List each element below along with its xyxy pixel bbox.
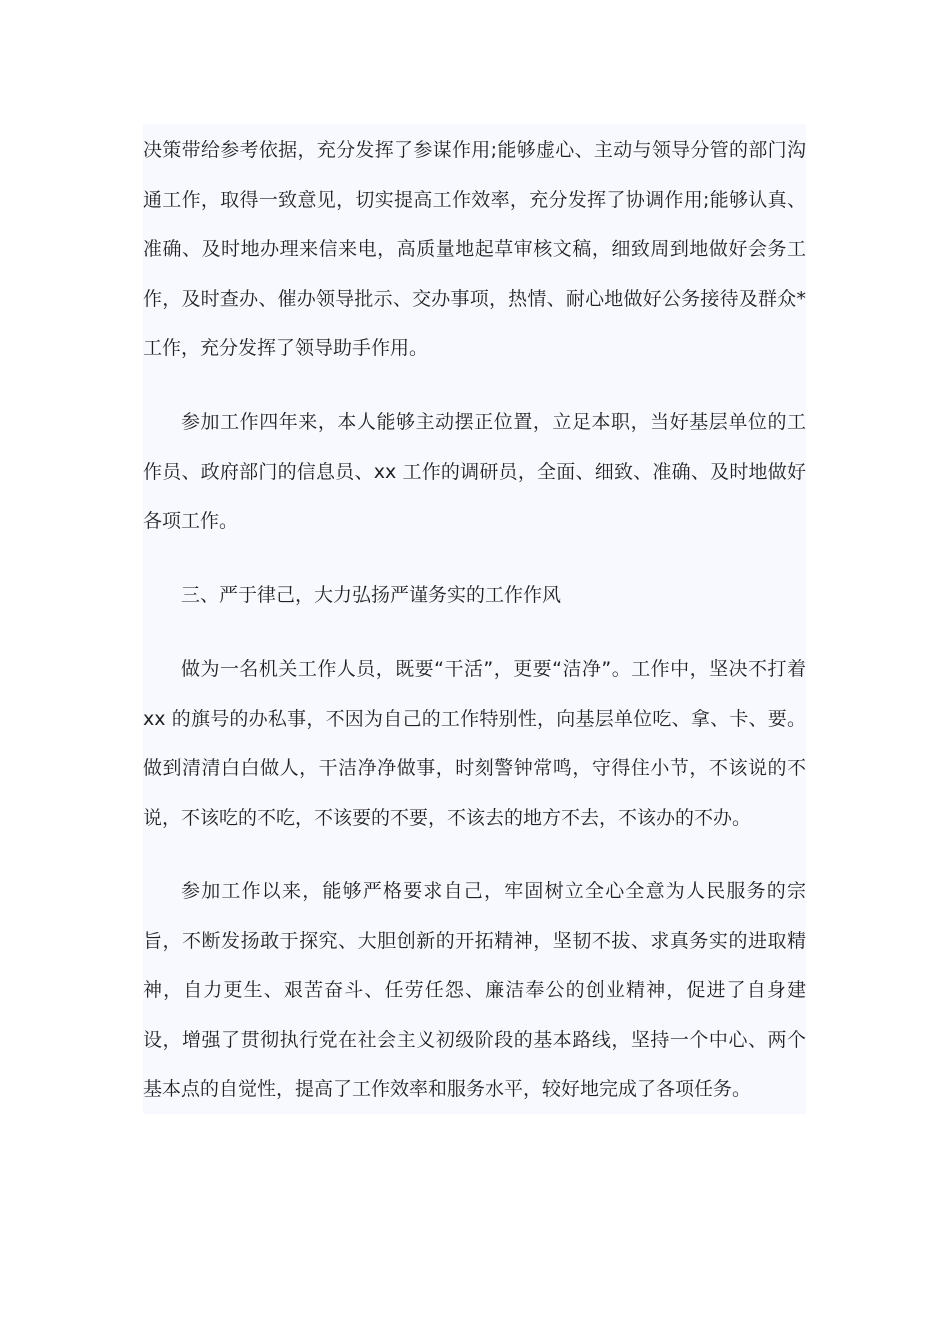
paragraph-clean-work: 做为一名机关工作人员，既要“干活”，更要“洁净”。工作中，坚决不打着 xx 的旗号的办私事，不因为自己的工作特别性，向基层单位吃、拿、卡、要。做到清清白白做人，干洁净净做事，时刻警钟常鸣，守得住小节，不该说的不说，不该吃的不吃，不该要的不要，不该去的地方不去，不该办的不办。: [143, 658, 806, 829]
paragraph-continuation: 决策带给参考依据，充分发挥了参谋作用;能够虚心、主动与领导分管的部门沟通工作，取得一致意见，切实提高工作效率，充分发挥了协调作用;能够认真、准确、及时地办理来信来电，高质量地起草审核文稿，细致周到地做好会务工作，及时查办、催办领导批示、交办事项，热情、耐心地做好公务接待及群众*工作，充分发挥了领导助手作用。: [143, 139, 806, 360]
document-body: [143, 124, 806, 1114]
paragraph-since-joining: 参加工作以来，能够严格要求自己，牢固树立全心全意为人民服务的宗旨，不断发扬敢于探究、大胆创新的开拓精神，坚韧不拔、求真务实的进取精神，自力更生、艰苦奋斗、任劳任怨、廉洁奉公的创业精神，促进了自身建设，增强了贯彻执行党在社会主义初级阶段的基本路线，坚持一个中心、两个基本点的自觉性，提高了工作效率和服务水平，较好地完成了各项任务。: [143, 880, 806, 1101]
section-heading-3: 三、严于律己，大力弘扬严谨务实的工作作风: [181, 584, 562, 606]
paragraph-four-years: 参加工作四年来，本人能够主动摆正位置，立足本职，当好基层单位的工作员、政府部门的信息员、xx 工作的调研员，全面、细致、准确、及时地做好各项工作。: [143, 411, 806, 533]
